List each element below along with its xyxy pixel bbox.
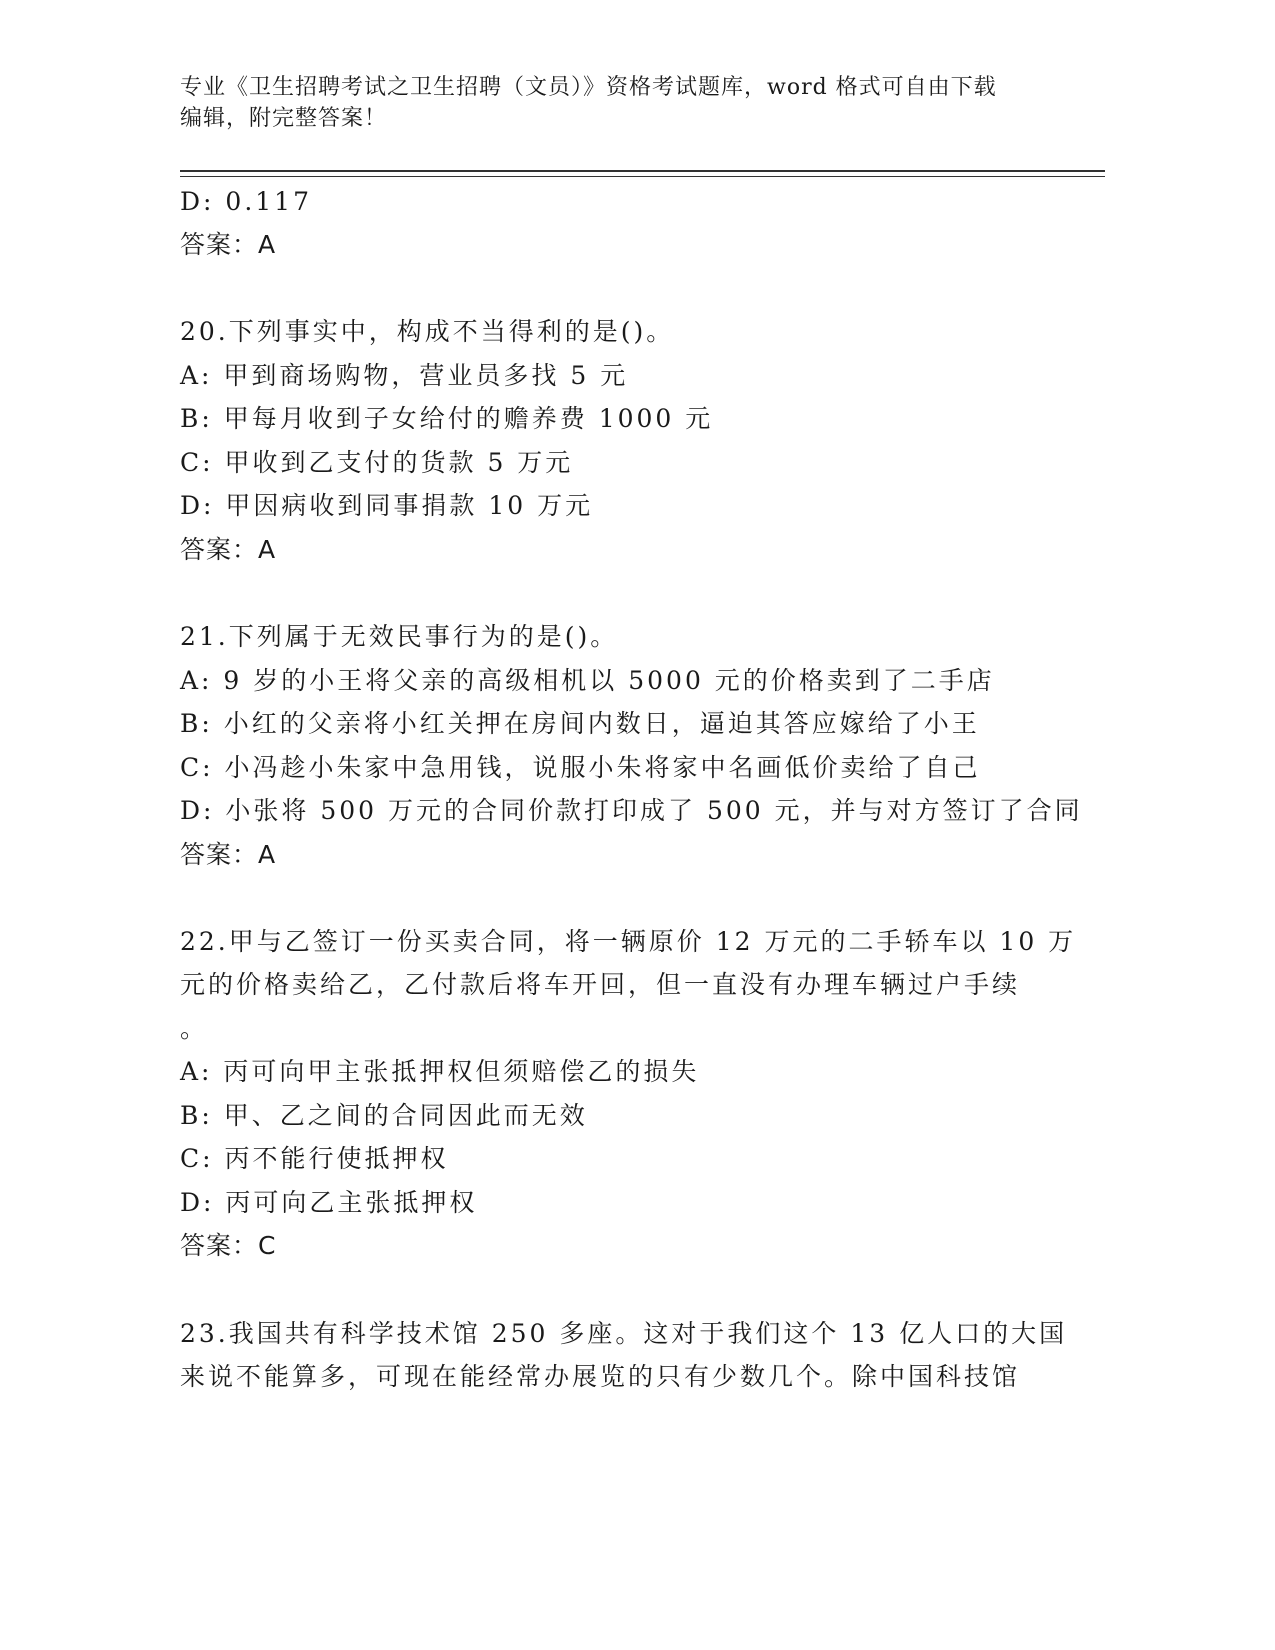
- question-20-stem: 20.下列事实中，构成不当得利的是()。: [180, 317, 675, 346]
- question-23-stem-line-1: 23.我国共有科学技术馆 250 多座。这对于我们这个 13 亿人口的大国: [180, 1319, 1068, 1348]
- header-line-2: 编辑，附完整答案！: [180, 106, 388, 131]
- question-23-stem-line-2: 来说不能算多，可现在能经常办展览的只有少数几个。除中国科技馆: [180, 1362, 1021, 1391]
- question-21-stem: 21.下列属于无效民事行为的是()。: [180, 622, 619, 651]
- question-21-option-c: C: 小冯趁小朱家中急用钱，说服小朱将家中名画低价卖给了自己: [180, 753, 981, 782]
- header-divider-thin: [180, 176, 1105, 177]
- question-21-option-a: A: 9 岁的小王将父亲的高级相机以 5000 元的价格卖到了二手店: [180, 666, 995, 695]
- question-22-stem-line-2: 元的价格卖给乙，乙付款后将车开回，但一直没有办理车辆过户手续: [180, 970, 1021, 999]
- answer: 答案：A: [180, 230, 277, 259]
- question-20-answer: 答案：A: [180, 535, 277, 564]
- question-21-answer: 答案：A: [180, 840, 277, 869]
- question-22-stem-line-1: 22.甲与乙签订一份买卖合同，将一辆原价 12 万元的二手轿车以 10 万: [180, 927, 1077, 956]
- option-d: D: 0.117: [180, 187, 312, 216]
- header-divider-thick: [180, 170, 1105, 172]
- question-21-option-b: B: 小红的父亲将小红关押在房间内数日，逼迫其答应嫁给了小王: [180, 709, 980, 738]
- question-22-option-b: B: 甲、乙之间的合同因此而无效: [180, 1101, 588, 1130]
- question-21-option-d: D: 小张将 500 万元的合同价款打印成了 500 元，并与对方签订了合同: [180, 796, 1083, 825]
- document-header: [180, 72, 1060, 134]
- header-line-1: 专业《卫生招聘考试之卫生招聘（文员）》资格考试题库，word 格式可自由下载: [180, 75, 997, 100]
- question-22-answer: 答案：C: [180, 1231, 277, 1260]
- question-22-option-d: D: 丙可向乙主张抵押权: [180, 1188, 478, 1217]
- question-22-option-a: A: 丙可向甲主张抵押权但须赔偿乙的损失: [180, 1057, 700, 1086]
- question-20-option-b: B: 甲每月收到子女给付的赡养费 1000 元: [180, 404, 714, 433]
- question-20-option-a: A: 甲到商场购物，营业员多找 5 元: [180, 361, 629, 390]
- question-20-option-c: C: 甲收到乙支付的货款 5 万元: [180, 448, 574, 477]
- question-22-stem-line-3: 。: [180, 1014, 209, 1043]
- question-20-option-d: D: 甲因病收到同事捐款 10 万元: [180, 491, 594, 520]
- question-22-option-c: C: 丙不能行使抵押权: [180, 1144, 449, 1173]
